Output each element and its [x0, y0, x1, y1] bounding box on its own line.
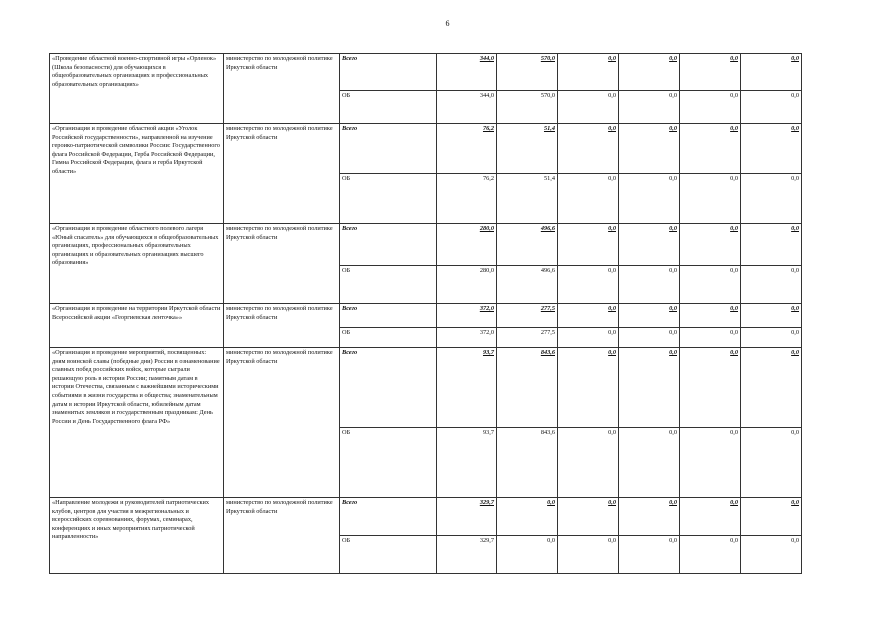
table-row-total	[50, 498, 802, 536]
ob-value-cell: 0,0	[619, 328, 680, 348]
ob-value-cell: 344,0	[437, 91, 497, 124]
total-value-cell: 0,0	[680, 304, 741, 328]
total-value-cell: 277,5	[497, 304, 558, 328]
ob-value-cell: 0,0	[741, 91, 802, 124]
funding-source-total-label: Всего	[340, 348, 437, 428]
total-value-cell: 0,0	[680, 498, 741, 536]
total-value-cell: 0,0	[741, 54, 802, 91]
total-value-cell: 570,0	[497, 54, 558, 91]
total-value-cell: 0,0	[680, 348, 741, 428]
ob-value-cell: 51,4	[497, 174, 558, 224]
total-value-cell: 0,0	[619, 498, 680, 536]
funding-source-ob-label: ОБ	[340, 328, 437, 348]
measure-description: «Организация и проведение мероприятий, посвященных: дням воинской славы (победные дни) России в ознаменование славных побед российских войск, которые сыграли решающую роль в истории России; памятным датам в истории Отечества, связанным с важнейшими историческими событиями в жизни государства и общества; знаменательным датам в истории Иркутской области, юбилейным датам знаменитых земляков и государственным праздникам: День России и День Государственного флага РФ»	[50, 348, 224, 498]
responsible-executor: министерство по молодежной политике Иркутской области	[224, 498, 340, 574]
total-value-cell: 344,0	[437, 54, 497, 91]
measure-description: «Организация и проведение областного полевого лагеря «Юный спасатель» для обучающихся в общеобразовательных организациях, профессиональных образовательных организациях и образовательных организациях высшего образования»	[50, 224, 224, 304]
total-value-cell: 0,0	[741, 124, 802, 174]
ob-value-cell: 0,0	[558, 91, 619, 124]
total-value-cell: 0,0	[619, 348, 680, 428]
funding-source-ob-label: ОБ	[340, 428, 437, 498]
total-value-cell: 0,0	[558, 348, 619, 428]
responsible-executor: министерство по молодежной политике Иркутской области	[224, 224, 340, 304]
responsible-executor: министерство по молодежной политике Иркутской области	[224, 124, 340, 224]
ob-value-cell: 0,0	[619, 266, 680, 304]
table-row-total	[50, 304, 802, 328]
ob-value-cell: 0,0	[558, 328, 619, 348]
ob-value-cell: 0,0	[680, 536, 741, 574]
ob-value-cell: 0,0	[558, 428, 619, 498]
total-value-cell: 280,0	[437, 224, 497, 266]
funding-source-ob-label: ОБ	[340, 536, 437, 574]
ob-value-cell: 0,0	[680, 174, 741, 224]
ob-value-cell: 0,0	[741, 174, 802, 224]
total-value-cell: 0,0	[558, 498, 619, 536]
responsible-executor: министерство по молодежной политике Иркутской области	[224, 348, 340, 498]
funding-source-total-label: Всего	[340, 224, 437, 266]
total-value-cell: 372,0	[437, 304, 497, 328]
total-value-cell: 0,0	[741, 304, 802, 328]
total-value-cell: 51,4	[497, 124, 558, 174]
funding-source-ob-label: ОБ	[340, 91, 437, 124]
measure-description: «Направление молодежи и руководителей патриотических клубов, центров для участия в межрегиональных и всероссийских соревнованиях, форумах, семинарах, конференциях и иных мероприятиях патриотической направленности»	[50, 498, 224, 574]
funding-source-total-label: Всего	[340, 124, 437, 174]
ob-value-cell: 277,5	[497, 328, 558, 348]
ob-value-cell: 0,0	[680, 266, 741, 304]
responsible-executor: министерство по молодежной политике Иркутской области	[224, 54, 340, 124]
total-value-cell: 0,0	[619, 54, 680, 91]
funding-source-total-label: Всего	[340, 498, 437, 536]
total-value-cell: 0,0	[558, 54, 619, 91]
measure-description: «Проведение областной военно-спортивной игры «Орленок» (Школа безопасности) для обучающихся в общеобразовательных организациях и профессиональных образовательных организациях»	[50, 54, 224, 124]
ob-value-cell: 496,6	[497, 266, 558, 304]
total-value-cell: 93,7	[437, 348, 497, 428]
table-row-total	[50, 54, 802, 91]
ob-value-cell: 0,0	[741, 266, 802, 304]
total-value-cell: 76,2	[437, 124, 497, 174]
total-value-cell: 0,0	[680, 224, 741, 266]
ob-value-cell: 0,0	[619, 428, 680, 498]
table-row-total	[50, 348, 802, 428]
ob-value-cell: 0,0	[558, 174, 619, 224]
ob-value-cell: 93,7	[437, 428, 497, 498]
funding-source-ob-label: ОБ	[340, 174, 437, 224]
total-value-cell: 843,6	[497, 348, 558, 428]
ob-value-cell: 843,6	[497, 428, 558, 498]
measure-description: «Организация и проведение на территории Иркутской области Всероссийской акции «Георгиевская ленточка»»	[50, 304, 224, 348]
responsible-executor: министерство по молодежной политике Иркутской области	[224, 304, 340, 348]
total-value-cell: 0,0	[741, 224, 802, 266]
total-value-cell: 329,7	[437, 498, 497, 536]
table-row-total	[50, 224, 802, 266]
ob-value-cell: 280,0	[437, 266, 497, 304]
ob-value-cell: 76,2	[437, 174, 497, 224]
total-value-cell: 0,0	[741, 498, 802, 536]
funding-table	[49, 53, 802, 574]
total-value-cell: 0,0	[497, 498, 558, 536]
total-value-cell: 0,0	[619, 304, 680, 328]
total-value-cell: 0,0	[680, 124, 741, 174]
ob-value-cell: 0,0	[741, 428, 802, 498]
ob-value-cell: 372,0	[437, 328, 497, 348]
ob-value-cell: 0,0	[558, 536, 619, 574]
ob-value-cell: 0,0	[497, 536, 558, 574]
table-row-total	[50, 124, 802, 174]
ob-value-cell: 0,0	[619, 536, 680, 574]
ob-value-cell: 0,0	[741, 328, 802, 348]
total-value-cell: 0,0	[619, 224, 680, 266]
ob-value-cell: 0,0	[680, 328, 741, 348]
ob-value-cell: 0,0	[558, 266, 619, 304]
total-value-cell: 0,0	[741, 348, 802, 428]
total-value-cell: 0,0	[558, 124, 619, 174]
funding-source-total-label: Всего	[340, 54, 437, 91]
ob-value-cell: 0,0	[619, 174, 680, 224]
total-value-cell: 0,0	[558, 304, 619, 328]
ob-value-cell: 329,7	[437, 536, 497, 574]
ob-value-cell: 0,0	[680, 91, 741, 124]
total-value-cell: 496,6	[497, 224, 558, 266]
ob-value-cell: 0,0	[680, 428, 741, 498]
ob-value-cell: 0,0	[619, 91, 680, 124]
total-value-cell: 0,0	[558, 224, 619, 266]
funding-source-total-label: Всего	[340, 304, 437, 328]
ob-value-cell: 570,0	[497, 91, 558, 124]
funding-source-ob-label: ОБ	[340, 266, 437, 304]
ob-value-cell: 0,0	[741, 536, 802, 574]
measure-description: «Организация и проведение областной акции «Уголок Российской государственности», направленной на изучение героико-патриотической символики России: Государственного флага Российской Федерации, Герба Российской Федерации, Гимна Российской Федерации, флага и герба Иркутской области»	[50, 124, 224, 224]
total-value-cell: 0,0	[680, 54, 741, 91]
page-number: 6	[445, 19, 450, 28]
total-value-cell: 0,0	[619, 124, 680, 174]
